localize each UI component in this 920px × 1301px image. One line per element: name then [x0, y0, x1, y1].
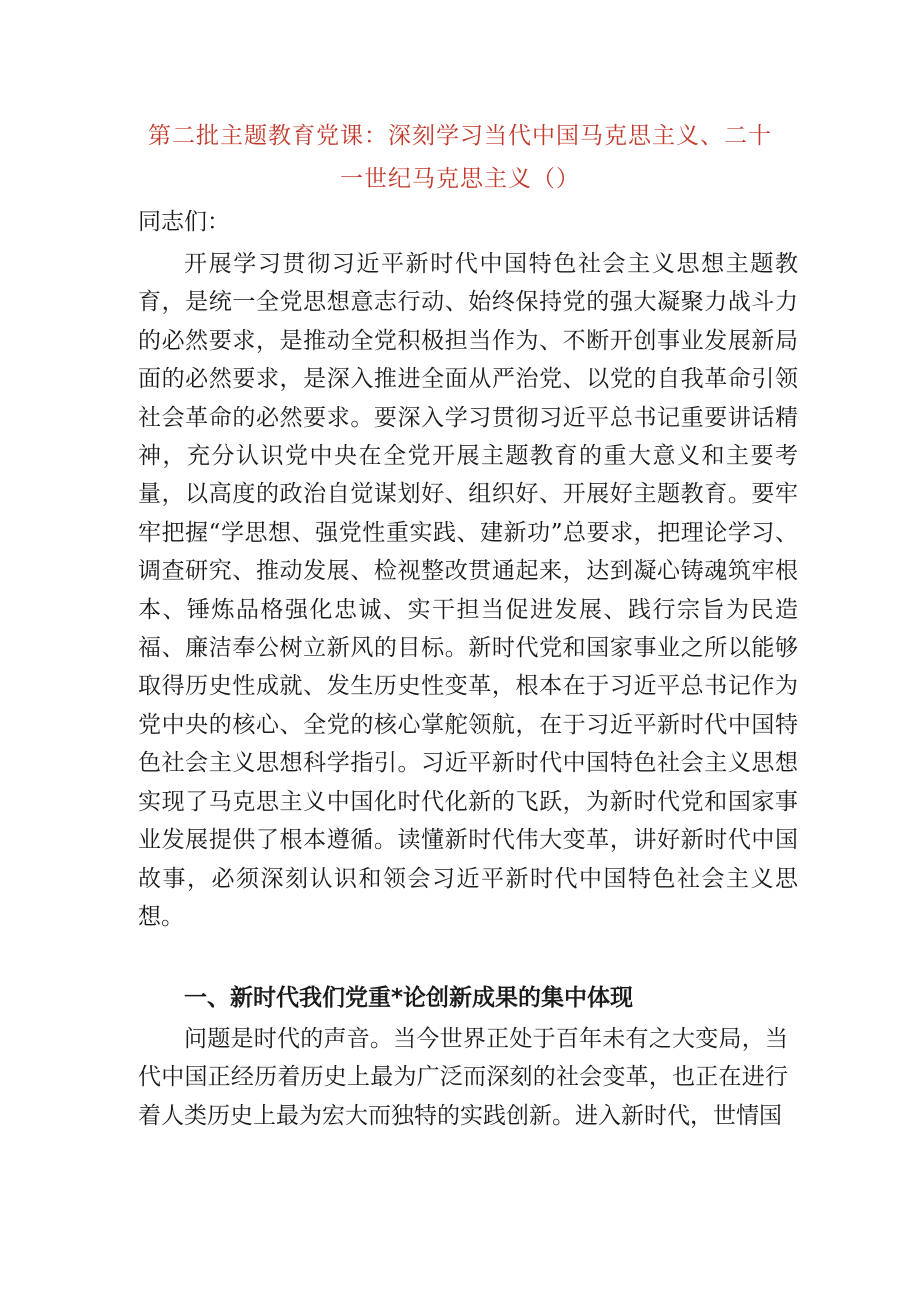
section-heading-1: 一、新时代我们党重*论创新成果的集中体现: [184, 985, 634, 1011]
body-paragraph-1: 开展学习贯彻习近平新时代中国特色社会主义思想主题教育，是统一全党思想意志行动、始终保持党的强大凝聚力战斗力的必然要求，是推动全党积极担当作为、不断开创事业发展新局面的必然要求，是深入推进全面从严治党、以党的自我革命引领社会革命的必然要求。要深入学习贯彻习近平总书记重要讲话精神，充分认识党中央在全党开展主题教育的重大意义和主要考量，以高度的政治自觉谋划好、组织好、开展好主题教育。要牢牢把握“学思想、强党性重实践、建新功”总要求，把理论学习、调查研究、推动发展、检视整改贯通起来，达到凝心铸魂筑牢根本、锤炼品格强化忠诚、实干担当促进发展、践行宗旨为民造福、廉洁奉公树立新风的目标。新时代党和国家事业之所以能够取得历史性成就、发生历史性变革，根本在于习近平总书记作为党中央的核心、全党的核心掌舵领航，在于习近平新时代中国特色社会主义思想科学指引。习近平新时代中国特色社会主义思想实现了马克思主义中国化时代化新的飞跃，为新时代党和国家事业发展提供了根本遵循。读懂新时代伟大变革，讲好新时代中国故事，必须深刻认识和领会习近平新时代中国特色社会主义思想。: [138, 251, 798, 930]
body-paragraph-2: 问题是时代的声音。当今世界正处于百年未有之大变局，当代中国正经历着历史上最为广泛而深刻的社会变革，也正在进行着人类历史上最为宏大而独特的实践创新。进入新时代，世情国: [138, 1026, 788, 1129]
salutation: 同志们：: [138, 209, 230, 235]
document-title-line-2: 一世纪马克思主义（）: [340, 166, 580, 192]
document-title-line-1: 第二批主题教育党课：深刻学习当代中国马克思主义、二十: [148, 123, 772, 149]
